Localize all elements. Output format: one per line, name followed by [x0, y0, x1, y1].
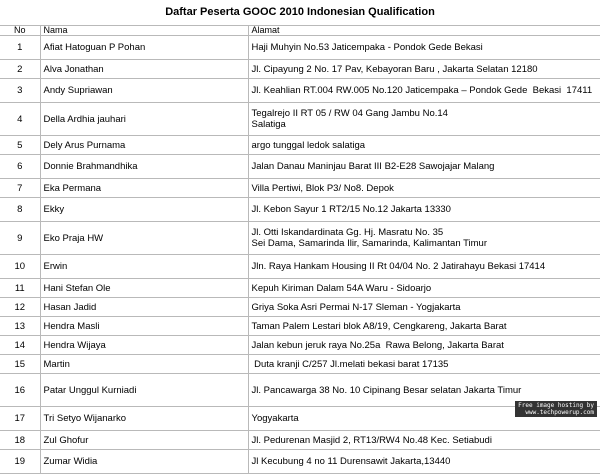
- participant-name: Erwin: [40, 255, 248, 279]
- table-row: [0, 374, 600, 407]
- address-line: Tegalrejo II RT 05 / RW 04 Gang Jambu No.14: [251, 108, 448, 119]
- address-line: Jalan Danau Maninjau Barat III B2-E28 Sawojajar Malang: [251, 161, 495, 172]
- participant-address: [248, 298, 600, 317]
- participant-address: [248, 79, 600, 103]
- row-number: 3: [0, 79, 40, 103]
- participant-address: [248, 198, 600, 222]
- row-number: 5: [0, 136, 40, 155]
- participant-name: Donnie Brahmandhika: [40, 155, 248, 179]
- table-row: [0, 407, 600, 431]
- address-line: Villa Pertiwi, Blok P3/ No8. Depok: [251, 182, 394, 194]
- participant-address: [248, 279, 600, 298]
- table-row: [0, 336, 600, 355]
- participant-address: [248, 179, 600, 198]
- participant-address: [248, 155, 600, 179]
- watermark-line: www.techpowerup.com: [525, 409, 594, 416]
- participant-address: [248, 60, 600, 79]
- table-row: [0, 36, 600, 60]
- table-row: [0, 136, 600, 155]
- participant-address: [248, 317, 600, 336]
- table-row: [0, 431, 600, 450]
- row-number: 1: [0, 36, 40, 60]
- participant-name: Hani Stefan Ole: [40, 279, 248, 298]
- address-line: Jl. Keahlian RT.004 RW.005 No.120 Jaticempaka – Pondok Gede Bekasi 17411: [251, 85, 593, 96]
- address-line: Griya Soka Asri Permai N-17 Sleman - Yogjakarta: [251, 301, 461, 313]
- row-number: 13: [0, 317, 40, 336]
- row-number: 11: [0, 279, 40, 298]
- table-row: [0, 179, 600, 198]
- participant-address: [248, 336, 600, 355]
- participant-address: [248, 222, 600, 255]
- participant-name: Ekky: [40, 198, 248, 222]
- table-row: [0, 355, 600, 374]
- participant-name: Hendra Masli: [40, 317, 248, 336]
- header-name: Nama: [40, 26, 248, 36]
- address-line: Salatiga: [251, 119, 286, 130]
- table-row: [0, 450, 600, 474]
- address-line: Sei Dama, Samarinda Ilir, Samarinda, Kalimantan Timur: [251, 238, 487, 249]
- header-address: Alamat: [248, 26, 600, 36]
- table-row: [0, 317, 600, 336]
- address-line: Jl. Kebon Sayur 1 RT2/15 No.12 Jakarta 13330: [251, 204, 451, 215]
- participant-name: Zumar Widia: [40, 450, 248, 474]
- participant-name: Hendra Wijaya: [40, 336, 248, 355]
- address-line: Jl. Cipayung 2 No. 17 Pav, Kebayoran Baru , Jakarta Selatan 12180: [251, 63, 538, 75]
- participant-table: [0, 25, 600, 474]
- row-number: 7: [0, 179, 40, 198]
- participant-name: Eko Praja HW: [40, 222, 248, 255]
- table-row: [0, 155, 600, 179]
- participant-name: Zul Ghofur: [40, 431, 248, 450]
- row-number: 9: [0, 222, 40, 255]
- participant-address: [248, 450, 600, 474]
- participant-name: Afiat Hatoguan P Pohan: [40, 36, 248, 60]
- document-title: Daftar Peserta GOOC 2010 Indonesian Qualification: [165, 6, 435, 18]
- address-line: Jl. Otti Iskandardinata Gg. Hj. Masratu No. 35: [251, 227, 444, 238]
- row-number: 16: [0, 374, 40, 407]
- address-line: Jl Kecubung 4 no 11 Durensawit Jakarta,13440: [251, 456, 451, 467]
- participant-name: Tri Setyo Wijanarko: [40, 407, 248, 431]
- row-number: 18: [0, 431, 40, 450]
- address-line: Jl. Pancawarga 38 No. 10 Cipinang Besar selatan Jakarta Timur: [251, 384, 522, 396]
- participant-address: [248, 255, 600, 279]
- row-number: 15: [0, 355, 40, 374]
- row-number: 14: [0, 336, 40, 355]
- row-number: 2: [0, 60, 40, 79]
- table-row: [0, 255, 600, 279]
- participant-name: Della Ardhia jauhari: [40, 103, 248, 136]
- table-row: [0, 298, 600, 317]
- address-line: Kepuh Kiriman Dalam 54A Waru - Sidoarjo: [251, 282, 432, 294]
- participant-name: Andy Supriawan: [40, 79, 248, 103]
- address-line: Haji Muhyin No.53 Jaticempaka - Pondok Gede Bekasi: [251, 42, 483, 53]
- table-row: [0, 103, 600, 136]
- watermark-badge: [515, 401, 597, 417]
- row-number: 12: [0, 298, 40, 317]
- watermark-line: Free image hosting by: [518, 402, 594, 409]
- address-line: Jl. Pedurenan Masjid 2, RT13/RW4 No.48 Kec. Setiabudi: [251, 434, 492, 446]
- table-row: [0, 60, 600, 79]
- table-header-row: [0, 26, 600, 36]
- table-row: [0, 279, 600, 298]
- table-row: [0, 222, 600, 255]
- participant-address: [248, 431, 600, 450]
- address-line: argo tunggal ledok salatiga: [251, 139, 366, 151]
- address-line: Jln. Raya Hankam Housing II Rt 04/04 No. 2 Jatirahayu Bekasi 17414: [251, 261, 546, 272]
- row-number: 8: [0, 198, 40, 222]
- row-number: 19: [0, 450, 40, 474]
- address-line: Yogyakarta: [251, 413, 299, 424]
- address-line: Duta kranji C/257 Jl.melati bekasi barat 17135: [251, 358, 449, 370]
- participant-name: Patar Unggul Kurniadi: [40, 374, 248, 407]
- participant-address: [248, 36, 600, 60]
- row-number: 4: [0, 103, 40, 136]
- participant-address: [248, 103, 600, 136]
- row-number: 17: [0, 407, 40, 431]
- participant-name: Eka Permana: [40, 179, 248, 198]
- table-row: [0, 198, 600, 222]
- participant-name: Alva Jonathan: [40, 60, 248, 79]
- participant-name: Hasan Jadid: [40, 298, 248, 317]
- header-no: No: [0, 26, 40, 36]
- participant-address: [248, 355, 600, 374]
- address-line: Taman Palem Lestari blok A8/19, Cengkareng, Jakarta Barat: [251, 320, 507, 332]
- participant-address: [248, 136, 600, 155]
- address-line: Jalan kebun jeruk raya No.25a Rawa Belong, Jakarta Barat: [251, 339, 504, 351]
- participant-name: Dely Arus Purnama: [40, 136, 248, 155]
- row-number: 6: [0, 155, 40, 179]
- table-row: [0, 79, 600, 103]
- participant-name: Martin: [40, 355, 248, 374]
- row-number: 10: [0, 255, 40, 279]
